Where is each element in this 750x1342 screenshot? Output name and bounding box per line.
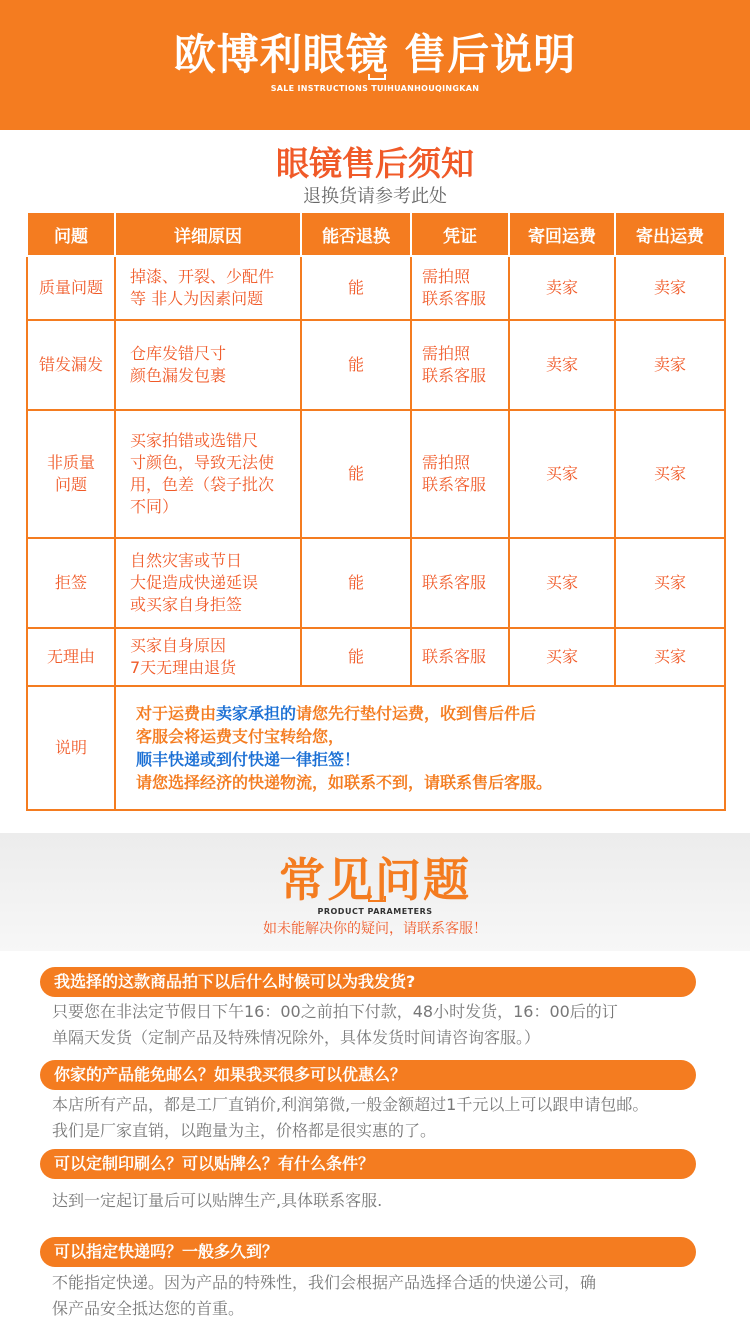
cell-send-fee: 买家 <box>615 628 725 686</box>
header-banner <box>0 0 750 130</box>
faq-question: 你家的产品能免邮么？如果我买很多可以优惠么？ <box>40 1060 696 1090</box>
notes-line-4: 请您选择经济的快递物流，如联系不到，请联系售后客服。 <box>136 773 553 792</box>
reason-line: 或买家自身拒签 <box>130 595 243 614</box>
notes-line-3: 顺丰快递或到付快递一律拒签！ <box>136 750 361 769</box>
cell-reason <box>115 320 301 410</box>
cell-issue: 拒签 <box>27 538 115 628</box>
section-subtitle: 退换货请参考此处 <box>303 186 447 207</box>
notes-text <box>115 686 725 810</box>
proof-line: 需拍照 <box>422 344 471 363</box>
cell-send-fee: 买家 <box>615 410 725 538</box>
reason-line: 买家自身原因 <box>130 636 227 655</box>
faq-question: 可以定制印刷么？可以贴牌么？有什么条件？ <box>40 1149 696 1179</box>
cell-return-fee: 卖家 <box>509 256 615 320</box>
cell-reason <box>115 410 301 538</box>
faq-answer <box>52 1188 742 1214</box>
faq-decoration <box>368 896 386 902</box>
table-row <box>27 538 725 628</box>
cell-return-fee: 买家 <box>509 538 615 628</box>
faq-answer <box>52 1270 742 1322</box>
reason-line: 买家拍错或选错尺 <box>130 431 259 450</box>
header-title: 欧博利眼镜 售后说明 <box>173 30 577 79</box>
notes-line-2: 客服会将运费支付宝转给您， <box>136 727 345 746</box>
cell-return-fee: 卖家 <box>509 320 615 410</box>
faq-question: 我选择的这款商品拍下以后什么时候可以为我发货? <box>40 967 696 997</box>
col-header-send-fee: 寄出运费 <box>615 212 725 256</box>
cell-returnable: 能 <box>301 256 411 320</box>
table-notes-row <box>27 686 725 810</box>
cell-returnable: 能 <box>301 410 411 538</box>
cell-proof: 联系客服 <box>411 628 509 686</box>
reason-line: 不同） <box>130 497 179 516</box>
reason-line: 用，色差（袋子批次 <box>130 475 275 494</box>
proof-line: 联系客服 <box>422 366 487 385</box>
faq-note: 如未能解决你的疑问，请联系客服！ <box>263 921 487 937</box>
faq-subtitle: PRODUCT PARAMETERS <box>317 907 433 916</box>
cell-send-fee: 卖家 <box>615 320 725 410</box>
header-decoration <box>368 74 386 80</box>
cell-issue <box>27 410 115 538</box>
proof-line: 需拍照 <box>422 453 471 472</box>
col-header-return-fee: 寄回运费 <box>509 212 615 256</box>
answer-line: 本店所有产品，都是工厂直销价,利润第微,一般金额超过1千元以上可以跟申请包邮。 <box>52 1095 649 1114</box>
cell-proof <box>411 320 509 410</box>
cell-send-fee: 买家 <box>615 538 725 628</box>
reason-line: 颜色漏发包裹 <box>130 366 227 385</box>
issue-line: 非质量 <box>46 453 95 472</box>
table-row <box>27 256 725 320</box>
answer-line: 只要您在非法定节假日下午16：00之前拍下付款，48小时发货，16：00后的订 <box>52 1002 618 1021</box>
faq-question: 可以指定快递吗？一般多久到？ <box>40 1237 696 1267</box>
cell-send-fee: 卖家 <box>615 256 725 320</box>
answer-line: 我们是厂家直销，以跑量为主，价格都是很实惠的了。 <box>52 1121 437 1140</box>
notes-line-1: 对于运费由卖家承担的请您先行垫付运费，收到售后件后 <box>136 704 537 723</box>
col-header-returnable: 能否退换 <box>301 212 411 256</box>
reason-line: 大促造成快递延误 <box>130 573 259 592</box>
reason-line: 自然灾害或节日 <box>130 551 243 570</box>
reason-line: 掉漆、开裂、少配件 <box>130 267 275 286</box>
reason-line: 寸颜色，导致无法使 <box>130 453 275 472</box>
cell-reason <box>115 628 301 686</box>
cell-proof: 联系客服 <box>411 538 509 628</box>
header-subtitle: SALE INSTRUCTIONS TUIHUANHOUQINGKAN <box>270 84 480 93</box>
cell-returnable: 能 <box>301 320 411 410</box>
faq-answer <box>52 1092 742 1144</box>
notes-label: 说明 <box>27 686 115 810</box>
cell-proof <box>411 410 509 538</box>
cell-return-fee: 买家 <box>509 410 615 538</box>
cell-return-fee: 买家 <box>509 628 615 686</box>
cell-reason <box>115 256 301 320</box>
answer-line: 不能指定快递。因为产品的特殊性，我们会根据产品选择合适的快递公司，确 <box>52 1273 597 1292</box>
cell-issue: 错发漏发 <box>27 320 115 410</box>
table-row <box>27 628 725 686</box>
proof-line: 联系客服 <box>422 475 487 494</box>
cell-returnable: 能 <box>301 538 411 628</box>
answer-line: 单隔天发货（定制产品及特殊情况除外，具体发货时间请咨询客服。） <box>52 1028 541 1047</box>
issue-line: 问题 <box>54 475 87 494</box>
cell-reason <box>115 538 301 628</box>
table-header-row <box>27 212 725 256</box>
cell-issue: 质量问题 <box>27 256 115 320</box>
table-row <box>27 410 725 538</box>
cell-proof <box>411 256 509 320</box>
reason-line: 仓库发错尺寸 <box>130 344 227 363</box>
answer-line: 达到一定起订量后可以贴牌生产,具体联系客服. <box>52 1191 383 1210</box>
proof-line: 联系客服 <box>422 289 487 308</box>
table-row <box>27 320 725 410</box>
section-title: 眼镜售后须知 <box>276 144 474 183</box>
faq-title: 常见问题 <box>279 853 471 907</box>
col-header-proof: 凭证 <box>411 212 509 256</box>
reason-line: 7天无理由退货 <box>130 658 237 677</box>
faq-answer <box>52 999 742 1051</box>
answer-line: 保产品安全抵达您的首重。 <box>52 1299 245 1318</box>
col-header-reason: 详细原因 <box>115 212 301 256</box>
proof-line: 需拍照 <box>422 267 471 286</box>
reason-line: 等 非人为因素问题 <box>130 289 264 308</box>
col-header-issue: 问题 <box>27 212 115 256</box>
cell-issue: 无理由 <box>27 628 115 686</box>
cell-returnable: 能 <box>301 628 411 686</box>
after-sales-table <box>26 211 726 811</box>
